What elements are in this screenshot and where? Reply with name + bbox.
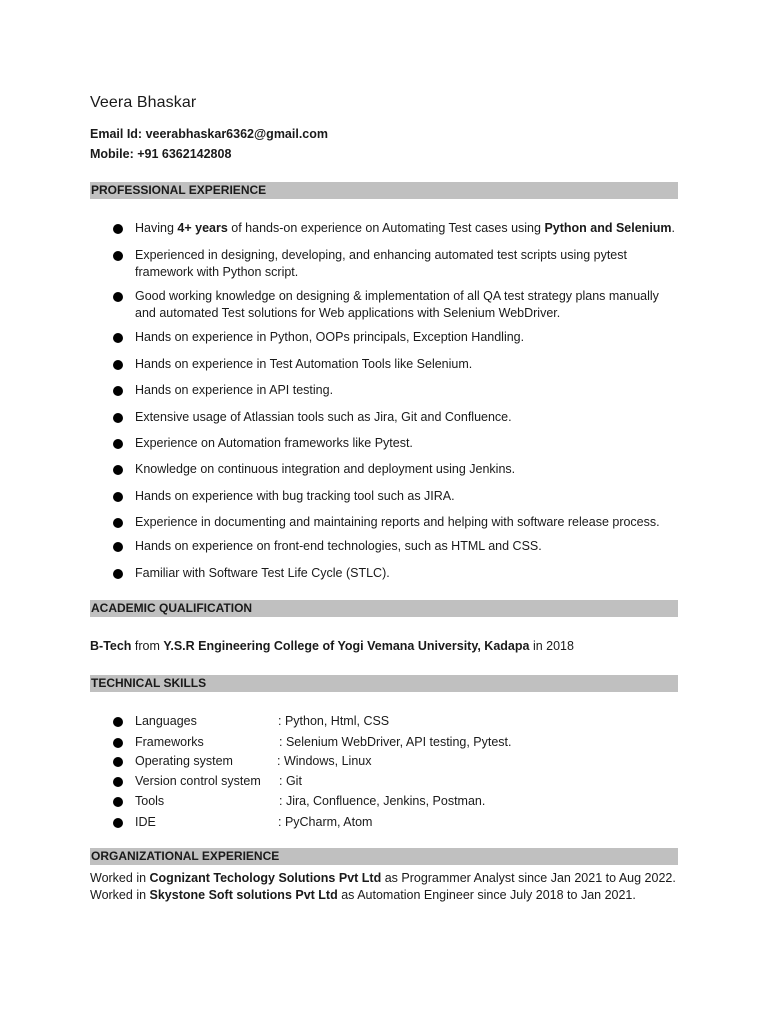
skill-row (112, 753, 678, 770)
skill-label: Operating system (135, 754, 233, 768)
list-item-text: Experience on Automation frameworks like Pytest. (135, 436, 413, 450)
skill-value: : Selenium WebDriver, API testing, Pytest. (279, 735, 512, 749)
bullet-icon (113, 439, 123, 449)
org-experience-line: Worked in Cognizant Techology Solutions Pvt Ltd as Programmer Analyst since Jan 2021 to Aug 2022. (90, 871, 676, 885)
bullet-icon (113, 386, 123, 396)
list-item-text: Extensive usage of Atlassian tools such as Jira, Git and Confluence. (135, 410, 512, 424)
section-professional-experience: PROFESSIONAL EXPERIENCE (90, 182, 678, 199)
skill-value: : Windows, Linux (277, 754, 372, 768)
bullet-icon (113, 569, 123, 579)
skill-row (112, 734, 678, 751)
skill-label: Frameworks (135, 735, 204, 749)
skill-row (112, 814, 678, 831)
skill-value: : PyCharm, Atom (278, 815, 373, 829)
skill-label: Languages (135, 714, 197, 728)
list-item-text: Good working knowledge on designing & implementation of all QA test strategy plans manually and automated Test solutions for Web applications with Selenium WebDriver. (135, 289, 659, 320)
mobile-line: Mobile: +91 6362142808 (90, 147, 232, 161)
list-item-text: Hands on experience with bug tracking tool such as JIRA. (135, 489, 455, 503)
list-item-text: Hands on experience in Test Automation Tools like Selenium. (135, 357, 473, 371)
list-item-text: Hands on experience in Python, OOPs principals, Exception Handling. (135, 330, 525, 344)
skill-label: Tools (135, 794, 165, 808)
bullet-icon (113, 465, 123, 475)
bullet-icon (113, 251, 123, 261)
list-item-text: Familiar with Software Test Life Cycle (STLC). (135, 566, 390, 580)
bullet-icon (113, 518, 123, 528)
email-line: Email Id: veerabhaskar6362@gmail.com (90, 127, 329, 141)
list-item-text: Hands on experience on front-end technologies, such as HTML and CSS. (135, 539, 542, 553)
skill-label: IDE (135, 815, 156, 829)
bullet-icon (113, 818, 123, 828)
education-line: B-Tech from Y.S.R Engineering College of Yogi Vemana University, Kadapa in 2018 (90, 639, 574, 653)
skill-value: : Jira, Confluence, Jenkins, Postman. (279, 794, 486, 808)
section-technical-skills: TECHNICAL SKILLS (90, 675, 678, 692)
bullet-icon (113, 717, 123, 727)
bullet-icon (113, 757, 123, 767)
skill-label: Version control system (135, 774, 261, 788)
list-item-text: Hands on experience in API testing. (135, 383, 334, 397)
bullet-icon (113, 292, 123, 302)
bullet-icon (113, 738, 123, 748)
skill-value: : Git (279, 774, 302, 788)
skill-row (112, 793, 678, 810)
skill-row (112, 773, 678, 790)
list-item-text: Experience in documenting and maintaining reports and helping with software release process. (135, 515, 660, 529)
bullet-icon (113, 797, 123, 807)
bullet-icon (113, 224, 123, 234)
list-item-text: Having 4+ years of hands-on experience on Automating Test cases using Python and Selenium. (135, 221, 676, 235)
section-organizational-experience: ORGANIZATIONAL EXPERIENCE (90, 848, 678, 865)
bullet-icon (113, 333, 123, 343)
list-item-text: Knowledge on continuous integration and deployment using Jenkins. (135, 462, 516, 476)
candidate-name: Veera Bhaskar (90, 94, 197, 111)
list-item-text: Experienced in designing, developing, and enhancing automated test scripts using pytest framework with Python script. (135, 248, 627, 279)
bullet-icon (113, 542, 123, 552)
section-academic-qualification: ACADEMIC QUALIFICATION (90, 600, 678, 617)
bullet-icon (113, 413, 123, 423)
org-experience-line: Worked in Skystone Soft solutions Pvt Ltd as Automation Engineer since July 2018 to Jan 2021. (90, 888, 636, 902)
bullet-icon (113, 492, 123, 502)
bullet-icon (113, 777, 123, 787)
skill-row (112, 713, 678, 730)
skill-value: : Python, Html, CSS (278, 714, 390, 728)
bullet-icon (113, 360, 123, 370)
